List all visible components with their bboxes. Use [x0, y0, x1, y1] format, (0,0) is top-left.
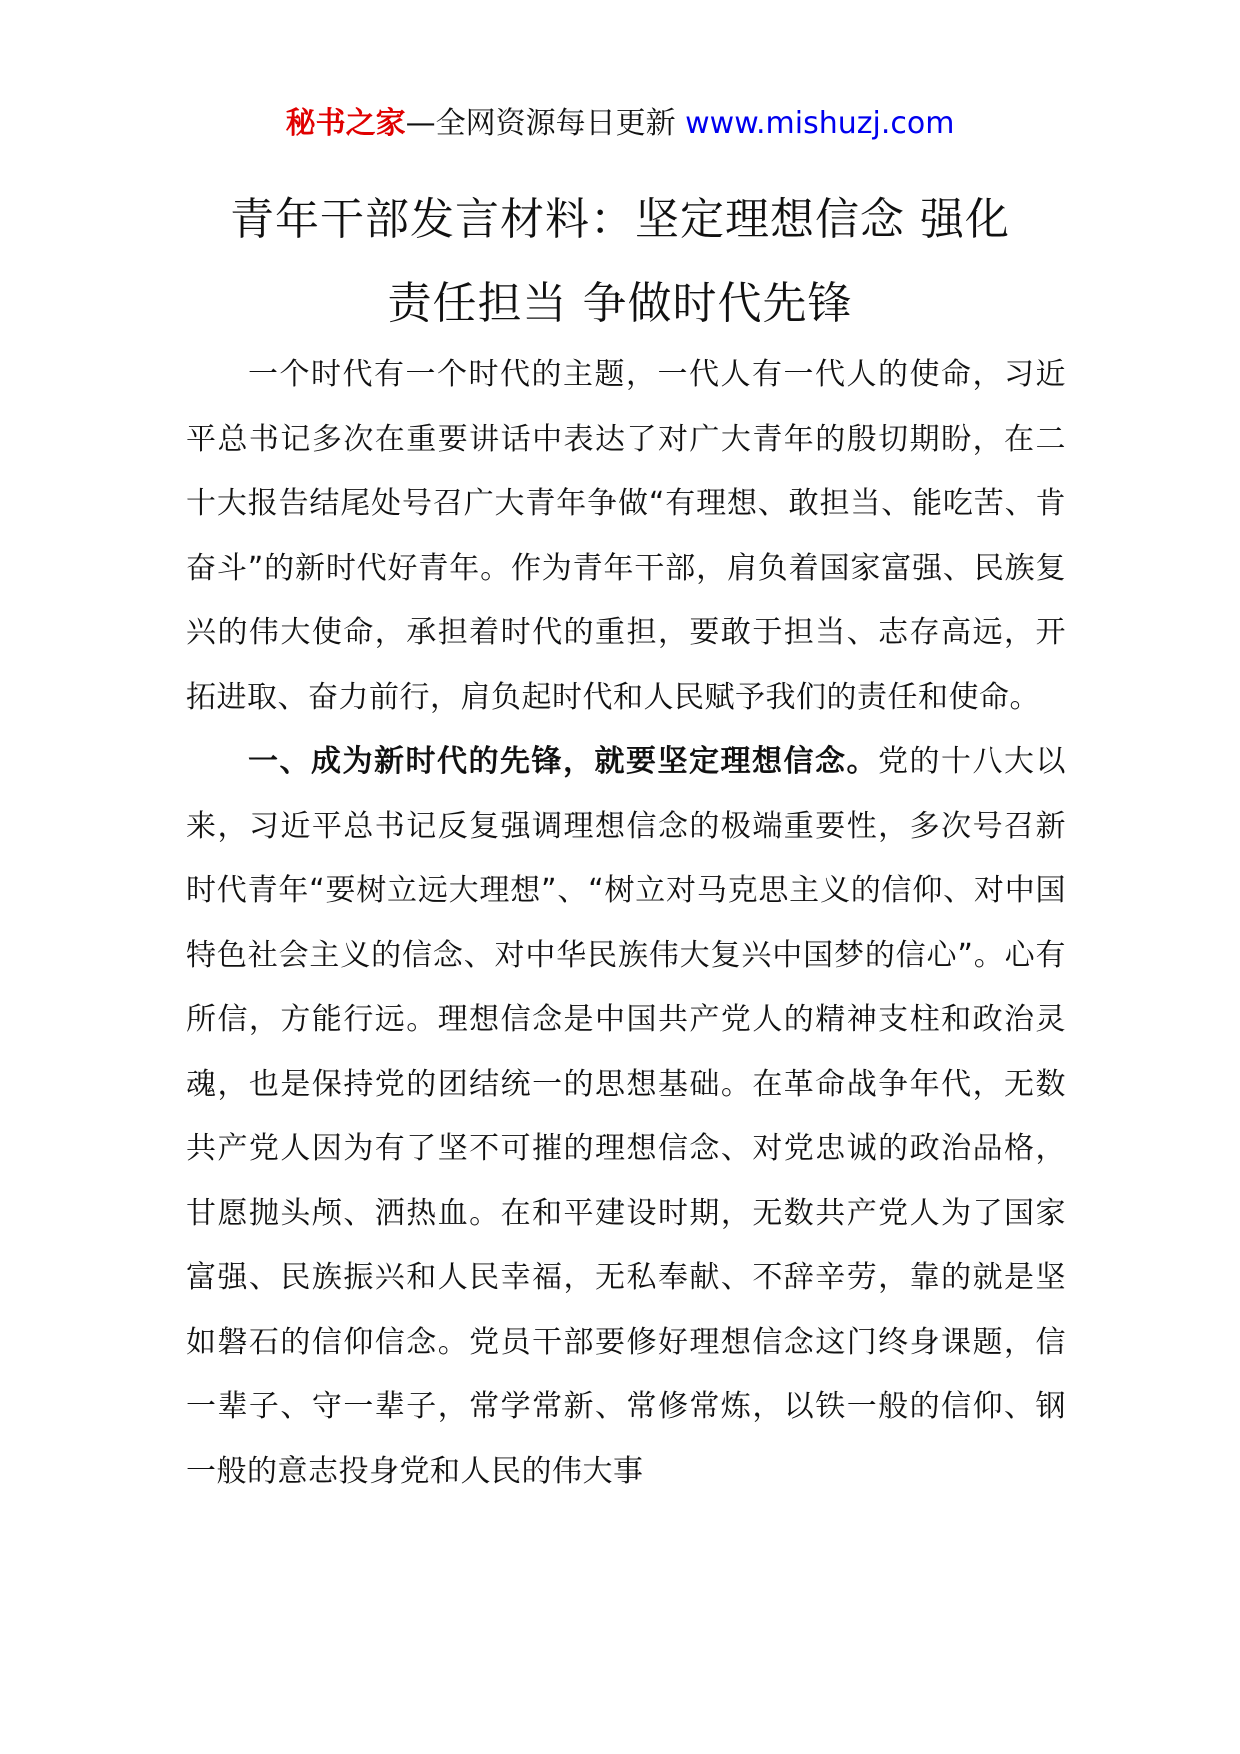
intro-paragraph-text: 一个时代有一个时代的主题，一代人有一代人的使命，习近平总书记多次在重要讲话中表达了对广大青年的殷切期盼，在二十大报告结尾处号召广大青年争做“有理想、敢担当、能吃苦、肯奋斗”的新时代好青年。作为青年干部，肩负着国家富强、民族复兴的伟大使命，承担着时代的重担，要敢于担当、志存高远，开拓进取、奋力前行，肩负起时代和人民赋予我们的责任和使命。: [186, 357, 1066, 715]
site-url-link[interactable]: www.mishuzj.com: [685, 106, 955, 141]
title-line-1: 青年干部发言材料：坚定理想信念 强化: [230, 194, 1010, 245]
brand-name: 秘书之家: [285, 106, 406, 141]
document-title: [140, 178, 1100, 346]
site-header: [0, 104, 1240, 144]
header-tagline: —全网资源每日更新: [405, 106, 686, 141]
title-line-2: 责任担当 争做时代先锋: [387, 278, 853, 329]
section-one-paragraph: [186, 730, 1066, 1504]
intro-paragraph: [186, 343, 1066, 730]
document-body: [186, 343, 1066, 1504]
section-one-text: 党的十八大以来，习近平总书记反复强调理想信念的极端重要性，多次号召新时代青年“要树立远大理想”、“树立对马克思主义的信仰、对中国特色社会主义的信念、对中华民族伟大复兴中国梦的信心”。心有所信，方能行远。理想信念是中国共产党人的精神支柱和政治灵魂，也是保持党的团结统一的思想基础。在革命战争年代，无数共产党人因为有了坚不可摧的理想信念、对党忠诚的政治品格，甘愿抛头颅、洒热血。在和平建设时期，无数共产党人为了国家富强、民族振兴和人民幸福，无私奉献、不辞辛劳，靠的就是坚如磐石的信仰信念。党员干部要修好理想信念这门终身课题，信一辈子、守一辈子，常学常新、常修常炼，以铁一般的信仰、钢一般的意志投身党和人民的伟大事: [186, 744, 1066, 1489]
section-one-heading: 一、成为新时代的先锋，就要坚定理想信念。: [248, 744, 878, 779]
